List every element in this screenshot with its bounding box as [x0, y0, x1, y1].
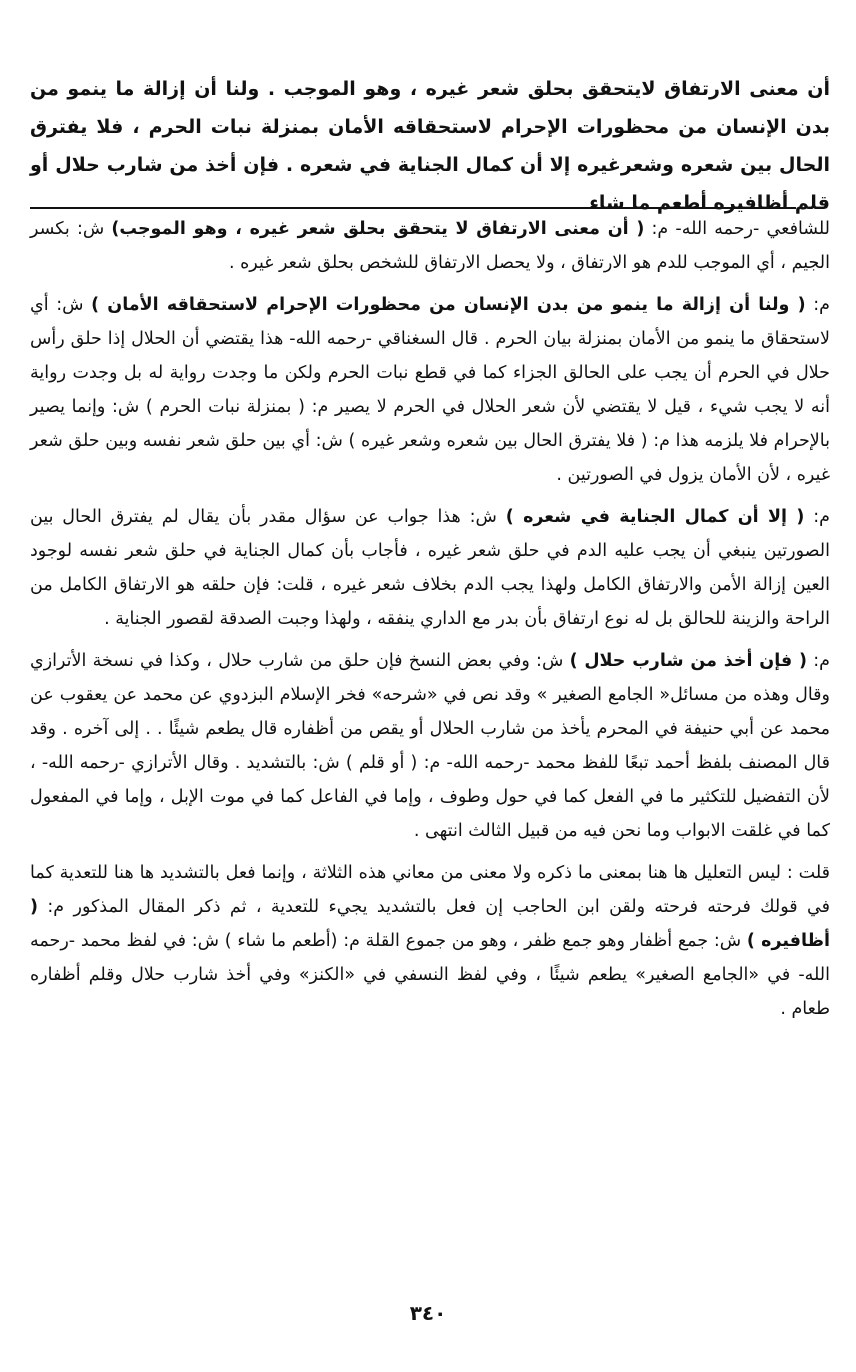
commentary-quote: ( إلا أن كمال الجناية في شعره ) — [505, 507, 805, 527]
commentary-prefix: م: — [804, 507, 831, 527]
commentary-quote: ( أن معنى الارتفاق لا يتحقق بحلق شعر غيره ، وهو الموجب) — [111, 219, 645, 239]
commentary-quote: ( فإن أخذ من شارب حلال ) — [569, 651, 808, 671]
commentary-body: ش: أي لاستحقاق ما ينمو من الأمان بمنزلة بيان الحرم . قال السغناقي -رحمه الله- هذا يقتضي أن الحلال إذا حلق رأس حلال في الحرم أن يجب على الحالق الجزاء كما في قطع نبات الحرم ولكن ما وجدت رواية له بل وجدت رواية أنه لا يجب شيء ، قيل لا يقتضي لأن شعر الحلال في الحرم لا يصير م: ( بمنزلة نبات الحرم ) ش: وإنما يصير بالإحرام فلا يلزمه هذا م: ( فلا يفترق الحال بين شعره وشعر غيره ) ش: أي بين حلق شعر نفسه وبين حلق شعر غيره ، لأن الأمان يزول في الصورتين . — [30, 295, 830, 485]
commentary-paragraph — [30, 288, 830, 492]
main-text — [30, 70, 830, 222]
commentary-quote: ( ولنا أن إزالة ما ينمو من بدن الإنسان من محظورات الإحرام لاستحقاقه الأمان ) — [91, 295, 806, 315]
commentary-body: ش: هذا جواب عن سؤال مقدر بأن يقال لم يفترق الحال بين الصورتين ينبغي أن يجب عليه الدم في حلق شعر غيره ، فأجاب بأن كمال الجناية في حلق شعر نفسه لوجود العين إزالة الأمن والارتفاق الكامل ولهذا يجب الدم بخلاف شعر غيره ، قلت: فإن حلقه هو الارتفاق الكامل من الراحة والزينة للحالق بل له نوع ارتفاق بأن بدر مع الداري ينفقه ، ولهذا وجبت الصدقة لقصور الجناية . — [30, 507, 830, 629]
page-number: ٣٤٠ — [409, 1301, 447, 1325]
commentary-prefix: قلت : ليس التعليل ها هنا بمعنى ما ذكره ولا معنى من معاني هذه الثلاثة ، وإنما فعل بالتشديد ها هنا للتعدية كما في قولك فرحته فرحته ولقن ابن الحاجب إن فعل بالتشديد يجيء للتعدية ، ثم ذكر المقال المذكور م: — [30, 863, 830, 917]
commentary-paragraph — [30, 212, 830, 280]
main-text-paragraph: أن معنى الارتفاق لايتحقق بحلق شعر غيره ، وهو الموجب . ولنا أن إزالة ما ينمو من بدن الإنسان من محظورات الإحرام لاستحقاقه الأمان بمنزلة نبات الحرم ، فلا يفترق الحال بين شعره وشعرغيره إلا أن كمال الجناية في شعره . فإن أخذ من شارب حلال أو قلم أظافيره أطعم ما شاء — [30, 78, 830, 214]
commentary-paragraph — [30, 856, 830, 1026]
footnote-divider — [30, 207, 796, 209]
commentary-prefix: م: — [805, 295, 830, 315]
commentary-quote: ( أظافيره ) — [30, 897, 830, 951]
commentary-body: ش: وفي بعض النسخ فإن حلق من شارب حلال ، وكذا في نسخة الأترازي وقال وهذه من مسائل« الجامع الصغير » وقد نص في «شرحه» فخر الإسلام البزدوي عن محمد عن يعقوب عن محمد عن أبي حنيفة في المحرم يأخذ من شارب الحلال أو يقص من أظفاره قال يطعم شيئًا . . إلى آخره . وقد قال المصنف بلفظ أحمد تبعًا للفظ محمد -رحمه الله- م: ( أو قلم ) ش: بالتشديد . وقال الأترازي -رحمه الله- ، لأن التفضيل للتكثير ما في الفعل كما في حول وطوف ، وإما في الفاعل كما في موت الإبل ، وإما في المفعول كما في غلقت الابواب وما نحن فيه من قبيل الثالث انتهى . — [30, 651, 830, 841]
commentary-prefix: م: — [807, 651, 830, 671]
commentary-body: ش: بكسر الجيم ، أي الموجب للدم هو الارتفاق ، ولا يحصل الارتفاق للشخص بحلق شعر غيره . — [30, 219, 830, 273]
commentary-paragraph — [30, 644, 830, 848]
commentary — [30, 212, 830, 1034]
commentary-paragraph — [30, 500, 830, 636]
commentary-body: ش: جمع أظفار وهو جمع ظفر ، وهو من جموع القلة م: (أطعم ما شاء ) ش: في لفظ محمد -رحمه الله- في «الجامع الصغير» يطعم شيئًا ، وفي لفظ النسفي في «الكنز» وفي أخذ شارب حلال وقلم أظفاره طعام . — [30, 931, 830, 1019]
commentary-prefix: للشافعي -رحمه الله- م: — [644, 219, 831, 239]
